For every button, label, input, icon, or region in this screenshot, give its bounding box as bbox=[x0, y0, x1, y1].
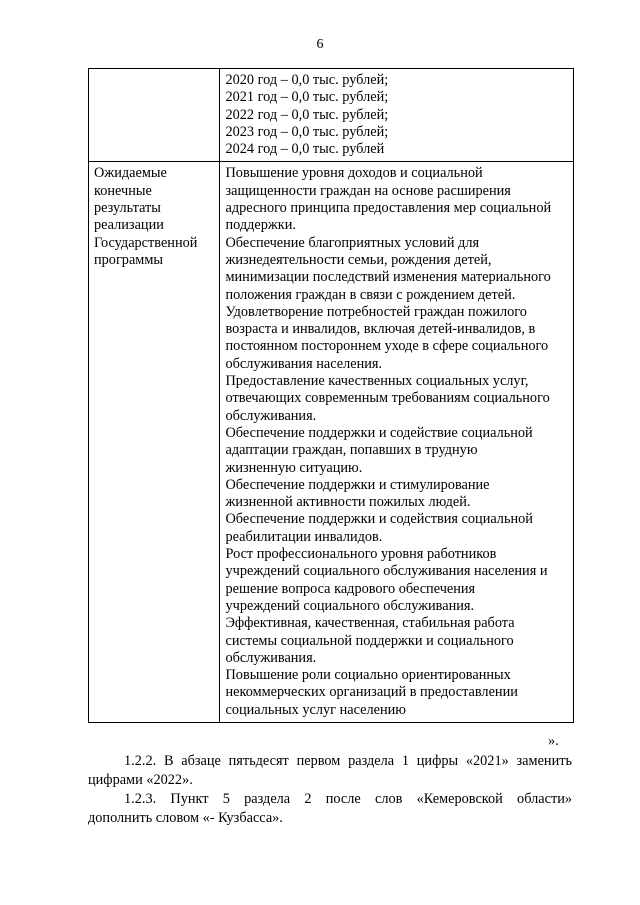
result-line: Обеспечение поддержки и стимулирование bbox=[225, 476, 490, 493]
result-line: решение вопроса кадрового обеспечения bbox=[225, 580, 476, 597]
result-line: Обеспечение поддержки и содействия социальной bbox=[225, 511, 533, 528]
table-row bbox=[89, 162, 574, 723]
funding-by-year-cell bbox=[220, 69, 574, 162]
result-line: учреждений социального обслуживания населения и bbox=[225, 563, 548, 580]
expected-results-content-cell bbox=[220, 162, 574, 723]
result-line: системы социальной поддержки и социального bbox=[225, 632, 514, 649]
funding-line: 2022 год – 0,0 тыс. рублей; bbox=[225, 106, 389, 123]
result-line: Удовлетворение потребностей граждан пожилого bbox=[225, 303, 527, 320]
expected-results-label-cell bbox=[89, 162, 220, 723]
label-line: Государственной bbox=[94, 234, 198, 251]
result-line: Повышение уровня доходов и социальной bbox=[225, 165, 483, 182]
result-line: Предоставление качественных социальных услуг, bbox=[225, 373, 529, 390]
result-line: адаптации граждан, попавших в трудную bbox=[225, 442, 478, 459]
program-passport-table bbox=[88, 68, 574, 723]
result-line: жизненную ситуацию. bbox=[225, 459, 363, 476]
label-line: результаты bbox=[94, 200, 161, 217]
closing-quote: ». bbox=[548, 733, 559, 749]
result-line: защищенности граждан на основе расширения bbox=[225, 182, 511, 199]
funding-line: 2021 год – 0,0 тыс. рублей; bbox=[225, 89, 389, 106]
result-line: обслуживания. bbox=[225, 407, 317, 424]
result-line: возраста и инвалидов, включая детей-инвалидов, в bbox=[225, 321, 536, 338]
paragraph-line: 1.2.3. Пункт 5 раздела 2 после слов «Кемеровской области» bbox=[124, 791, 572, 807]
result-line: Обеспечение благоприятных условий для bbox=[225, 234, 480, 251]
paragraph-line: 1.2.2. В абзаце пятьдесят первом раздела 1 цифры «2021» заменить bbox=[124, 753, 572, 769]
result-line: учреждений социального обслуживания. bbox=[225, 597, 475, 614]
funding-line: 2024 год – 0,0 тыс. рублей bbox=[225, 141, 385, 158]
result-line: Повышение роли социально ориентированных bbox=[225, 667, 511, 684]
paragraph-line: дополнить словом «- Кузбасса». bbox=[88, 810, 283, 826]
result-line: минимизации последствий изменения материального bbox=[225, 269, 551, 286]
result-line: Эффективная, качественная, стабильная работа bbox=[225, 615, 515, 632]
label-line: Ожидаемые bbox=[94, 165, 167, 182]
result-line: отвечающих современным требованиям социального bbox=[225, 390, 550, 407]
result-line: жизнедеятельности семьи, рождения детей, bbox=[225, 251, 492, 268]
funding-line: 2023 год – 0,0 тыс. рублей; bbox=[225, 123, 389, 140]
table-cell-empty bbox=[89, 69, 220, 162]
result-line: обслуживания. bbox=[225, 649, 317, 666]
result-line: социальных услуг населению bbox=[225, 701, 406, 718]
result-line: реабилитации инвалидов. bbox=[225, 528, 383, 545]
result-line: некоммерческих организаций в предоставлении bbox=[225, 684, 518, 701]
result-line: поддержки. bbox=[225, 217, 296, 234]
paragraph-line: цифрами «2022». bbox=[88, 772, 193, 788]
result-line: постоянном постороннем уходе в сфере социального bbox=[225, 338, 549, 355]
label-line: программы bbox=[94, 251, 164, 268]
page-number: 6 bbox=[316, 37, 324, 52]
paragraph-1-2-3 bbox=[88, 790, 572, 828]
label-line: реализации bbox=[94, 217, 164, 234]
result-line: жизненной активности пожилых людей. bbox=[225, 494, 471, 511]
table-row bbox=[89, 69, 574, 162]
funding-line: 2020 год – 0,0 тыс. рублей; bbox=[225, 72, 389, 88]
result-line: положения граждан в связи с рождением детей. bbox=[225, 286, 516, 303]
result-line: Рост профессионального уровня работников bbox=[225, 546, 497, 563]
result-line: обслуживания населения. bbox=[225, 355, 383, 372]
result-line: адресного принципа предоставления мер социальной bbox=[225, 200, 552, 217]
paragraph-1-2-2 bbox=[88, 752, 572, 790]
result-line: Обеспечение поддержки и содействие социальной bbox=[225, 424, 533, 441]
label-line: конечные bbox=[94, 182, 152, 199]
